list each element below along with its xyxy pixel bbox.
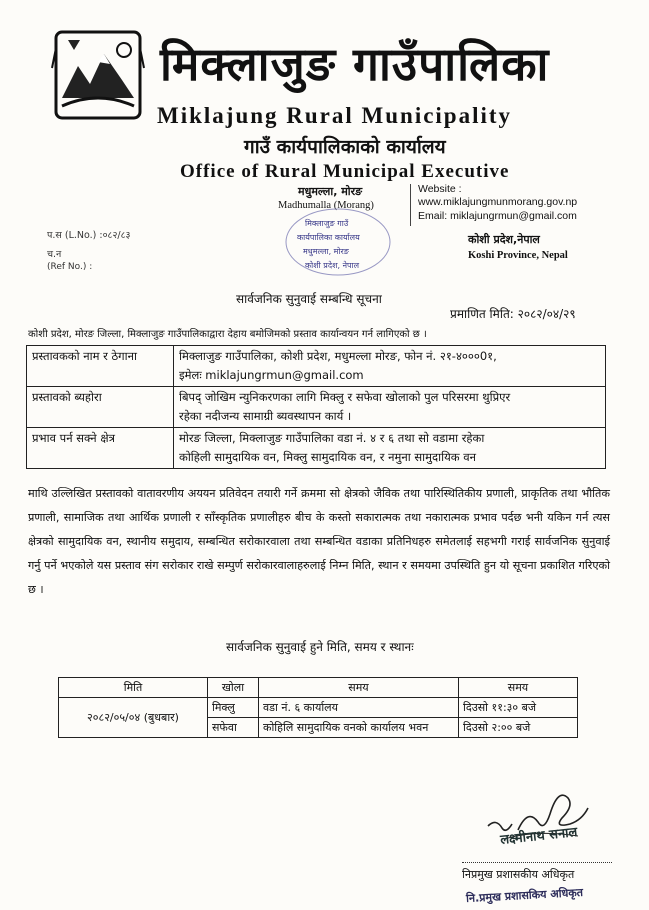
notice-intro: कोशी प्रदेश, मोरङ जिल्ला, मिक्लाजुङ गाउँपालिकाद्वारा देहाय बमोजिमको प्रस्ताव कार्यान्वयन गर्न लागिएको छ ।	[28, 329, 427, 340]
dispatch-number: च.न	[47, 249, 62, 260]
stamp-line-2: कार्यपालिका कार्यालय	[297, 233, 360, 242]
stamp-line-1: मिक्लाजुङ गाउँ	[305, 219, 349, 228]
notice-subject: सार्वजनिक सुनुवाई सम्बन्धि सूचना	[236, 292, 382, 306]
notice-body: माथि उल्लिखित प्रस्तावको वातावरणीय अययन प्रतिवेदन तयारी गर्ने क्रममा सो क्षेत्रको जैविक तथा पारिस्थितिकीय प्रणाली, प्राकृतिक तथा भौतिक प्रणाली, सामाजिक तथा आर्थिक प्रणाली र साँस्कृतिक प्रणालीहरु बीच के कस्तो सकारात्मक तथा नकारात्मक प्रभाव पर्दछ भनी यकिन गर्न त्यस क्षेत्रको सामुदायिक वन, स्थानीय समुदाय, सम्बन्धित सरोकारवाला तथा सम्बन्धित वडाका प्रतिनिधहरु समेतलाई सहभगी गराई सार्वजनिक सुनुवाई गर्नु पर्ने भएकोले यस प्रस्ताव संग सरोकार राखे सम्पुर्ण सरोकारवालाहरुलाई निम्न मिति, स्थान र समयमा उपस्थिति हुन यो सूचना प्रकाशित गरिएको छ ।	[28, 487, 610, 596]
proposer-value-line-2: इमेलः miklajungrmun@gmail.com	[179, 368, 364, 382]
schedule-table	[58, 677, 578, 738]
schedule-time-2: दिउसो २:०० बजे	[459, 718, 578, 738]
signature-line	[462, 862, 612, 864]
designation-stamp: नि.प्रमुख प्रशासकिय अधिकृत	[465, 885, 584, 906]
province-nepali: कोशी प्रदेश,नेपाल	[468, 233, 540, 246]
col-time-2: समय	[459, 678, 578, 698]
schedule-date: २०८२/०५/०४ (बुधबार)	[59, 698, 208, 738]
header-divider	[410, 184, 411, 226]
col-river: खोला	[208, 678, 259, 698]
signatory-name: लक्ष्मीनाथ सनाल	[499, 824, 579, 848]
proposer-label: प्रस्तावकको नाम र ठेगाना	[27, 346, 174, 387]
municipality-title-nepali: मिक्लाजुङ गाउँपालिका	[160, 37, 550, 91]
email-address: Email: miklajungrmun@gmail.com	[418, 210, 577, 222]
schedule-place-2: कोहिलि सामुदायिक वनको कार्यालय भवन	[259, 718, 459, 738]
municipality-logo	[48, 28, 148, 126]
office-title-nepali: गाउँ कार्यपालिकाको कार्यालय	[244, 136, 446, 158]
proposal-detail-line-2: रहेका नदीजन्य सामाग्री ब्यवस्थापन कार्य ।	[179, 409, 352, 423]
proposal-detail-label: प्रस्तावको ब्यहोरा	[27, 387, 174, 428]
address-nepali: मधुमल्ला, मोरङ	[298, 185, 363, 198]
proposer-value-line-1: मिक्लाजुङ गाउँपालिका, कोशी प्रदेश, मधुमल्ला मोरङ, फोन नं. २१-४०००0१,	[179, 349, 497, 363]
schedule-time-1: दिउसो ११:३० बजे	[459, 698, 578, 718]
proposal-info-table	[26, 345, 606, 469]
schedule-river-1: मिक्लु	[208, 698, 259, 718]
stamp-line-4: कोशी प्रदेश, नेपाल	[305, 261, 360, 270]
impact-area-label: प्रभाव पर्न सक्ने क्षेत्र	[27, 428, 174, 469]
notice-date: प्रमाणित मिति: २०८२/०४/२९	[450, 307, 576, 321]
impact-area-line-1: मोरङ जिल्ला, मिक्लाजुङ गाउँपालिका वडा नं. ४ र ६ तथा सो वडामा रहेका	[179, 431, 485, 445]
col-date: मिति	[59, 678, 208, 698]
office-stamp	[283, 206, 393, 278]
signatory-title: निप्रमुख प्रशासकीय अधिकृत	[462, 868, 575, 881]
stamp-line-3: मधुमल्ला, मोरङ	[303, 247, 349, 256]
schedule-heading: सार्वजनिक सुनुवाई हुने मिति, समय र स्थानः	[226, 640, 414, 654]
table-row	[27, 346, 606, 387]
proposal-detail-line-1: बिपद् जोखिम न्युनिकरणका लागि मिक्लु र सफेवा खोलाको पुल परिसरमा थुप्रिएर	[179, 390, 511, 404]
col-time: समय	[259, 678, 459, 698]
municipality-title-english: Miklajung Rural Municipality	[157, 103, 513, 128]
proposal-detail-value	[174, 387, 606, 428]
table-row	[59, 698, 578, 718]
impact-area-line-2: कोहिली सामुदायिक वन, मिक्लु सामुदायिक वन, र नमुना सामुदायिक वन	[179, 450, 477, 464]
table-header-row	[59, 678, 578, 698]
schedule-place-1: वडा नं. ६ कार्यालय	[259, 698, 459, 718]
proposer-value	[174, 346, 606, 387]
table-row	[27, 428, 606, 469]
letter-number: प.स (L.No.) :०८२/८३	[47, 230, 131, 241]
ref-number: (Ref No.) :	[47, 262, 93, 272]
website-url: www.miklajungmunmorang.gov.np	[418, 196, 578, 208]
province-english: Koshi Province, Nepal	[468, 250, 568, 261]
impact-area-value	[174, 428, 606, 469]
address-english: Madhumalla (Morang)	[278, 200, 374, 211]
schedule-river-2: सफेवा	[208, 718, 259, 738]
office-title-english: Office of Rural Municipal Executive	[180, 161, 510, 182]
website-label: Website :	[418, 183, 462, 195]
table-row	[27, 387, 606, 428]
